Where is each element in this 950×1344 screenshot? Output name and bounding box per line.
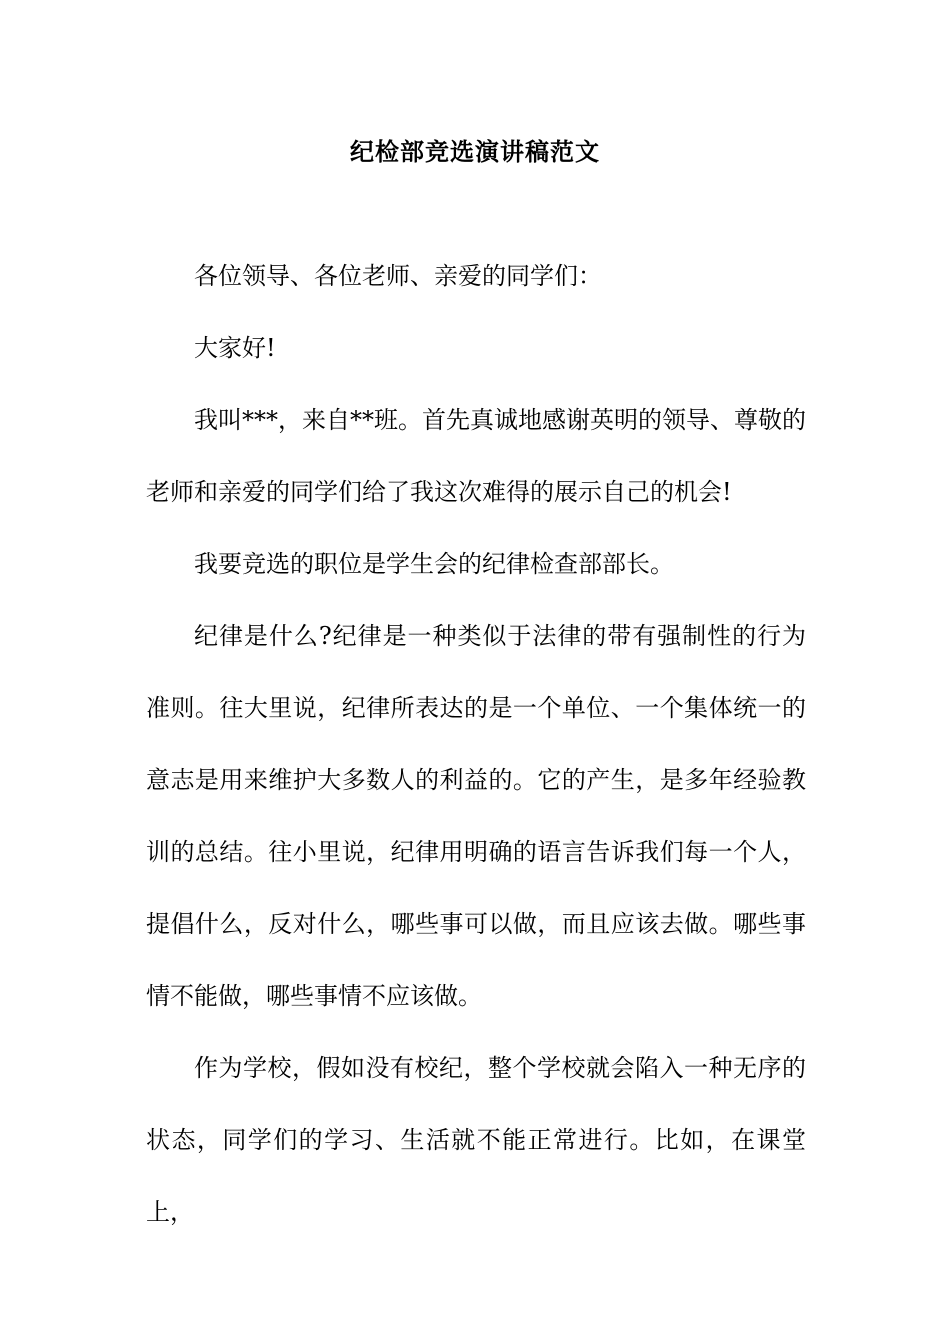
paragraph-what-is-discipline: 纪律是什么?纪律是一种类似于法律的带有强制性的行为准则。往大里说，纪律所表达的是一个单位、一个集体统一的意志是用来维护大多数人的利益的。它的产生，是多年经验教训的总结。往小里说，纪律用明确的语言告诉我们每一个人，提倡什么，反对什么，哪些事可以做，而且应该去做。哪些事情不能做，哪些事情不应该做。 — [146, 622, 806, 1010]
document-title: 纪检部竞选演讲稿范文 — [350, 137, 600, 166]
paragraph-greeting: 大家好! — [194, 334, 276, 362]
paragraph-salutation: 各位领导、各位老师、亲爱的同学们： — [194, 262, 602, 290]
paragraph-position: 我要竞选的职位是学生会的纪律检查部部长。 — [194, 550, 674, 578]
paragraph-school-discipline: 作为学校，假如没有校纪，整个学校就会陷入一种无序的状态，同学们的学习、生活就不能正常进行。比如，在课堂上， — [146, 1054, 806, 1226]
paragraph-introduction: 我叫***，来自**班。首先真诚地感谢英明的领导、尊敬的老师和亲爱的同学们给了我这次难得的展示自己的机会! — [146, 406, 806, 506]
document-body — [146, 252, 806, 1260]
